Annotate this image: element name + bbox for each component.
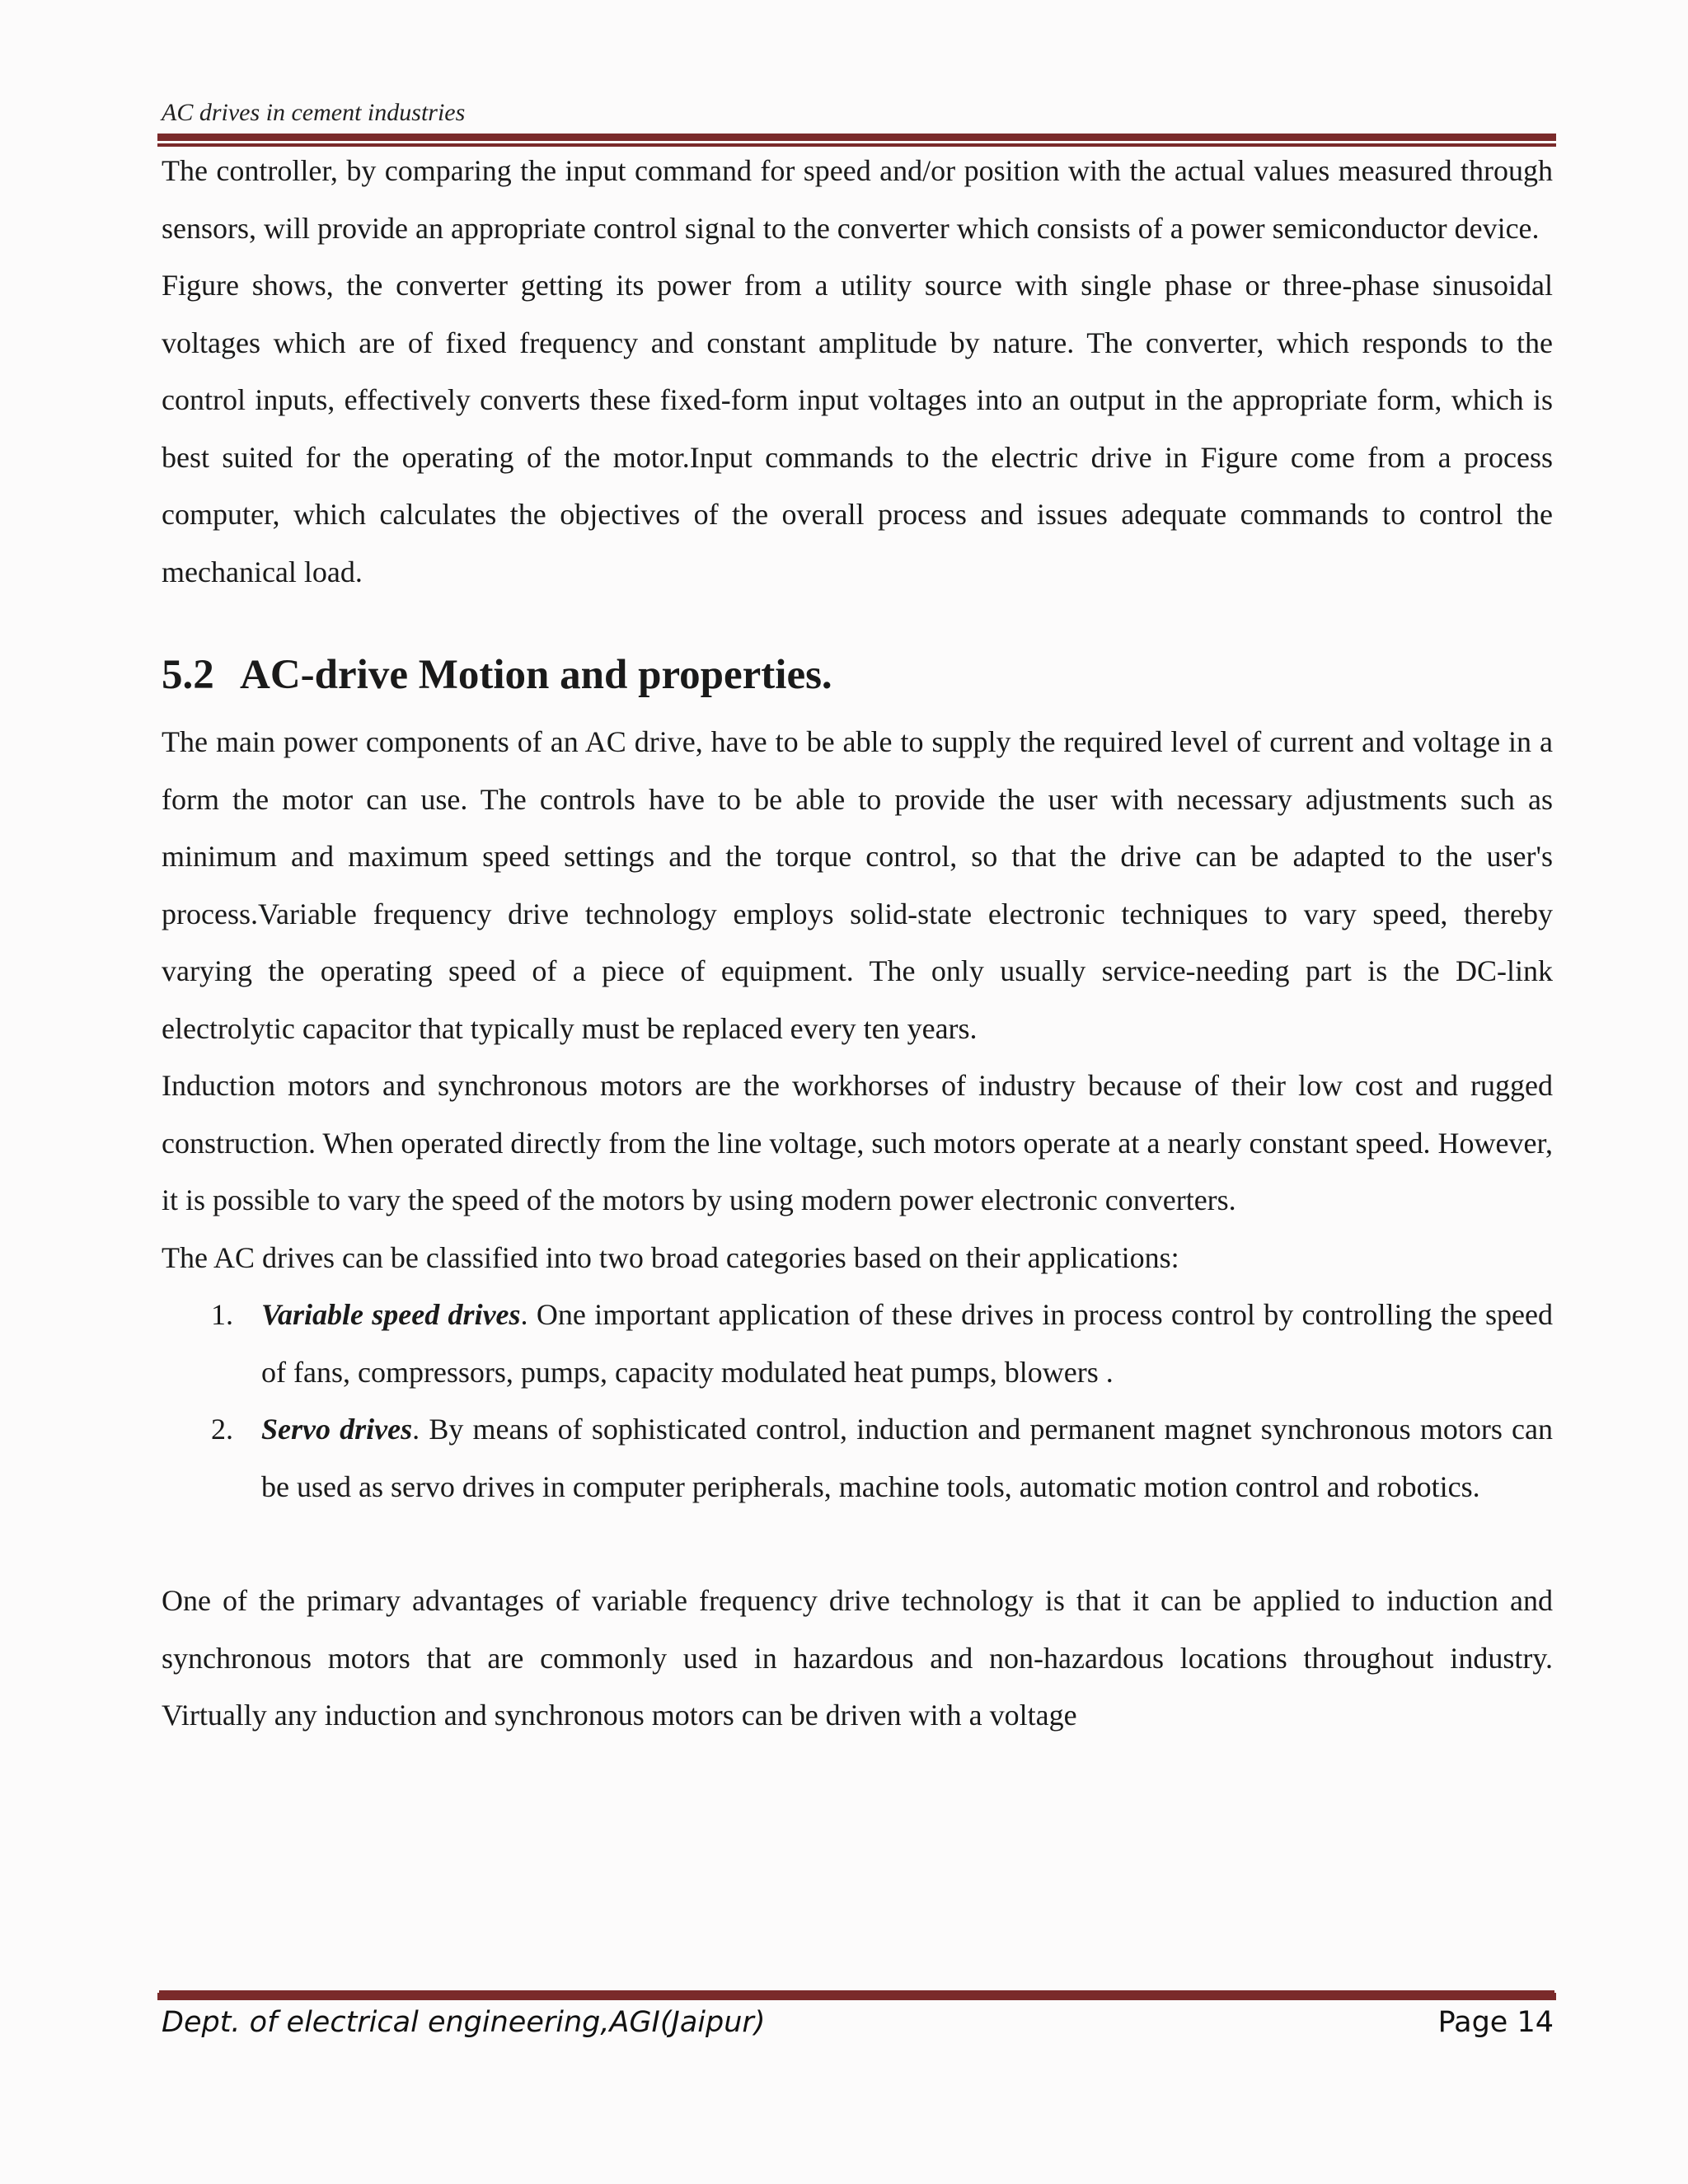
paragraph-converter: Figure shows, the converter getting its power from a utility source with single phase or three-phase sinusoidal voltages which are of fixed frequency and constant amplitude by nature. The converter, which responds to the control inputs, effectively converts these fixed-form input voltages into an output in the appropriate form, which is best suited for the operating of the motor.Input commands to the electric drive in Figure come from a process computer, which calculates the objectives of the overall process and issues adequate commands to control the mechanical load. (162, 269, 1553, 588)
paragraph-controller: The controller, by comparing the input command for speed and/or position with the actual values measured through sensors, will provide an appropriate control signal to the converter which consists of a power semiconductor device. (162, 154, 1553, 245)
list-term: Servo drives (261, 1413, 413, 1446)
section-title: AC-drive Motion and properties. (240, 652, 832, 698)
paragraph-induction-motors: Induction motors and synchronous motors are the workhorses of industry because of their low cost and rugged construction. When operated directly from the line voltage, such motors operate at a nearly constant speed. However, it is possible to vary the speed of the motors by using modern power electronic converters. (162, 1069, 1553, 1216)
list-text: . One important application of these drives in process control by controlling the speed of fans, compressors, pumps, capacity modulated heat pumps, blowers . (261, 1298, 1553, 1389)
paragraph-classification: The AC drives can be classified into two broad categories based on their applications: (162, 1240, 1179, 1274)
list-item (162, 1401, 1553, 1516)
paragraph-vfd-advantages: One of the primary advantages of variable frequency drive technology is that it can be applied to induction and synchronous motors that are commonly used in hazardous and non-hazardous locations throughout industry. Virtually any induction and synchronous motors can be driven with a voltage (162, 1584, 1553, 1732)
list-text: . By means of sophisticated control, induction and permanent magnet synchronous motors can be used as servo drives in computer peripherals, machine tools, automatic motion control and robotics. (261, 1413, 1554, 1503)
list-marker: 1. (211, 1298, 233, 1331)
section-heading (162, 650, 1553, 700)
list-item (162, 1286, 1553, 1401)
spacer (162, 1516, 1553, 1572)
running-header: AC drives in cement industries (162, 99, 466, 126)
footer-rule (157, 1993, 1556, 2000)
drive-categories-list (162, 1286, 1553, 1516)
list-marker: 2. (211, 1413, 233, 1446)
paragraph-power-components: The main power components of an AC drive, have to be able to supply the required level of current and voltage in a form the motor can use. The controls have to be able to provide the user with necessary adjustments such as minimum and maximum speed settings and the torque control, so that the drive can be adapted to the user's process.Variable frequency drive technology employs solid-state electronic techniques to vary speed, thereby varying the operating speed of a piece of equipment. The only usually service-needing part is the DC-link electrolytic capacitor that typically must be replaced every ten years. (162, 725, 1553, 1045)
page-body (162, 143, 1553, 1745)
section-number: 5.2 (162, 652, 214, 698)
page-number: Page 14 (1437, 2006, 1554, 2039)
list-term: Variable speed drives (261, 1298, 521, 1331)
footer-department: Dept. of electrical engineering,AGI(Jaipur) (162, 2006, 766, 2039)
